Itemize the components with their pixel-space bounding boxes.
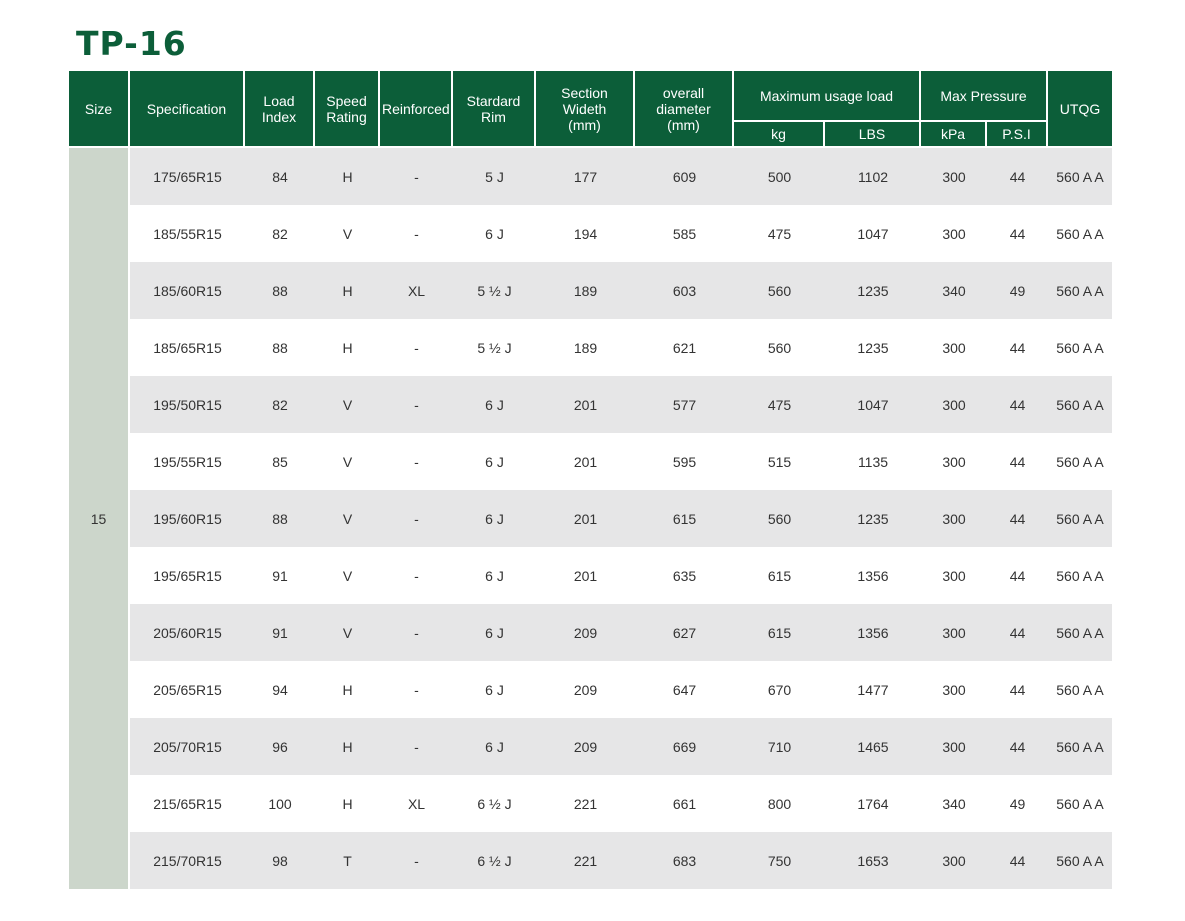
table-row [69,262,1112,319]
cell-specification: 215/70R15 [130,832,245,889]
cell-speed-rating: H [315,319,380,376]
table-row [69,832,1112,889]
cell-reinforced: - [380,205,453,262]
header-max-load-lbs: LBS [825,122,921,148]
cell-speed-rating: T [315,832,380,889]
cell-utqg: 560 A A [1048,205,1112,262]
table-body [69,148,1112,889]
cell-overall-diameter: 585 [635,205,734,262]
cell-speed-rating: V [315,433,380,490]
cell-utqg: 560 A A [1048,832,1112,889]
cell-standard-rim: 6 J [453,376,536,433]
cell-reinforced: - [380,718,453,775]
cell-max-pressure-psi: 49 [987,262,1048,319]
cell-max-load-kg: 560 [734,262,825,319]
header-section-width: Section Wideth (mm) [536,71,635,148]
cell-speed-rating: V [315,205,380,262]
table-row [69,490,1112,547]
table-row [69,604,1112,661]
header-max-load-kg: kg [734,122,825,148]
cell-max-pressure-psi: 44 [987,718,1048,775]
cell-speed-rating: V [315,604,380,661]
cell-max-load-kg: 800 [734,775,825,832]
cell-max-pressure-kpa: 300 [921,604,987,661]
table-row [69,547,1112,604]
cell-max-load-lbs: 1356 [825,604,921,661]
cell-section-width: 221 [536,775,635,832]
cell-speed-rating: H [315,661,380,718]
cell-overall-diameter: 621 [635,319,734,376]
header-max-pressure-kpa: kPa [921,122,987,148]
table-row [69,376,1112,433]
cell-overall-diameter: 627 [635,604,734,661]
cell-section-width: 189 [536,319,635,376]
cell-specification: 195/55R15 [130,433,245,490]
cell-max-pressure-kpa: 300 [921,661,987,718]
cell-utqg: 560 A A [1048,547,1112,604]
cell-max-load-lbs: 1135 [825,433,921,490]
cell-load-index: 98 [245,832,315,889]
header-max-pressure: Max Pressure [921,71,1048,122]
tire-spec-table [69,71,1112,889]
cell-utqg: 560 A A [1048,775,1112,832]
cell-reinforced: - [380,433,453,490]
cell-standard-rim: 6 ½ J [453,832,536,889]
header-speed-rating: Speed Rating [315,71,380,148]
cell-max-load-lbs: 1235 [825,490,921,547]
cell-load-index: 94 [245,661,315,718]
cell-section-width: 189 [536,262,635,319]
cell-utqg: 560 A A [1048,319,1112,376]
cell-standard-rim: 6 J [453,205,536,262]
cell-utqg: 560 A A [1048,490,1112,547]
cell-load-index: 82 [245,376,315,433]
cell-load-index: 96 [245,718,315,775]
cell-section-width: 209 [536,718,635,775]
cell-utqg: 560 A A [1048,148,1112,205]
header-specification: Specification [130,71,245,148]
cell-max-load-kg: 615 [734,604,825,661]
cell-reinforced: - [380,319,453,376]
cell-utqg: 560 A A [1048,718,1112,775]
cell-max-pressure-psi: 44 [987,490,1048,547]
cell-specification: 175/65R15 [130,148,245,205]
cell-reinforced: - [380,490,453,547]
cell-speed-rating: H [315,718,380,775]
table-row [69,433,1112,490]
cell-utqg: 560 A A [1048,376,1112,433]
header-utqg: UTQG [1048,71,1112,148]
cell-max-pressure-kpa: 300 [921,832,987,889]
cell-max-pressure-kpa: 340 [921,262,987,319]
cell-standard-rim: 6 J [453,661,536,718]
cell-standard-rim: 6 J [453,718,536,775]
cell-overall-diameter: 595 [635,433,734,490]
cell-reinforced: - [380,661,453,718]
cell-specification: 195/50R15 [130,376,245,433]
cell-max-pressure-psi: 44 [987,376,1048,433]
header-standard-rim: Stardard Rim [453,71,536,148]
header-max-load: Maximum usage load [734,71,921,122]
table-row [69,661,1112,718]
cell-max-pressure-psi: 44 [987,148,1048,205]
cell-overall-diameter: 683 [635,832,734,889]
cell-max-pressure-kpa: 340 [921,775,987,832]
cell-reinforced: XL [380,262,453,319]
cell-max-load-lbs: 1235 [825,262,921,319]
cell-specification: 185/65R15 [130,319,245,376]
cell-max-load-kg: 560 [734,319,825,376]
cell-overall-diameter: 669 [635,718,734,775]
cell-max-load-kg: 750 [734,832,825,889]
cell-reinforced: - [380,832,453,889]
cell-load-index: 88 [245,490,315,547]
cell-max-load-kg: 475 [734,205,825,262]
cell-reinforced: - [380,547,453,604]
cell-overall-diameter: 635 [635,547,734,604]
cell-max-load-lbs: 1102 [825,148,921,205]
cell-max-pressure-kpa: 300 [921,205,987,262]
cell-max-load-lbs: 1764 [825,775,921,832]
cell-max-pressure-kpa: 300 [921,490,987,547]
cell-max-load-kg: 615 [734,547,825,604]
cell-specification: 195/60R15 [130,490,245,547]
cell-utqg: 560 A A [1048,262,1112,319]
cell-max-pressure-kpa: 300 [921,433,987,490]
cell-standard-rim: 5 ½ J [453,319,536,376]
cell-overall-diameter: 647 [635,661,734,718]
cell-section-width: 209 [536,604,635,661]
cell-reinforced: XL [380,775,453,832]
cell-specification: 205/60R15 [130,604,245,661]
cell-section-width: 201 [536,547,635,604]
cell-load-index: 88 [245,319,315,376]
cell-overall-diameter: 615 [635,490,734,547]
cell-max-pressure-psi: 44 [987,319,1048,376]
cell-load-index: 91 [245,547,315,604]
table-row [69,319,1112,376]
cell-standard-rim: 5 J [453,148,536,205]
header-load-index: Load Index [245,71,315,148]
cell-max-pressure-psi: 44 [987,604,1048,661]
cell-standard-rim: 6 J [453,547,536,604]
cell-max-load-kg: 710 [734,718,825,775]
cell-overall-diameter: 577 [635,376,734,433]
cell-max-pressure-psi: 49 [987,775,1048,832]
header-max-pressure-psi: P.S.I [987,122,1048,148]
table-row [69,718,1112,775]
cell-speed-rating: V [315,376,380,433]
cell-section-width: 209 [536,661,635,718]
cell-load-index: 82 [245,205,315,262]
cell-size: 15 [69,148,130,889]
table-row [69,205,1112,262]
cell-specification: 205/65R15 [130,661,245,718]
cell-utqg: 560 A A [1048,604,1112,661]
cell-load-index: 88 [245,262,315,319]
cell-section-width: 201 [536,433,635,490]
cell-max-pressure-kpa: 300 [921,319,987,376]
cell-overall-diameter: 609 [635,148,734,205]
cell-max-load-kg: 670 [734,661,825,718]
cell-max-pressure-kpa: 300 [921,376,987,433]
cell-standard-rim: 6 J [453,604,536,661]
cell-max-load-kg: 560 [734,490,825,547]
table-row [69,148,1112,205]
cell-max-pressure-psi: 44 [987,661,1048,718]
cell-reinforced: - [380,148,453,205]
cell-section-width: 177 [536,148,635,205]
cell-specification: 195/65R15 [130,547,245,604]
cell-specification: 205/70R15 [130,718,245,775]
cell-max-load-kg: 515 [734,433,825,490]
cell-max-load-lbs: 1477 [825,661,921,718]
cell-utqg: 560 A A [1048,661,1112,718]
cell-section-width: 194 [536,205,635,262]
cell-standard-rim: 6 ½ J [453,775,536,832]
cell-speed-rating: H [315,262,380,319]
cell-specification: 215/65R15 [130,775,245,832]
cell-load-index: 85 [245,433,315,490]
cell-reinforced: - [380,376,453,433]
cell-max-load-lbs: 1047 [825,205,921,262]
cell-max-pressure-psi: 44 [987,433,1048,490]
cell-max-pressure-kpa: 300 [921,718,987,775]
cell-reinforced: - [380,604,453,661]
cell-max-pressure-psi: 44 [987,832,1048,889]
header-reinforced: Reinforced [380,71,453,148]
page-title: TP-16 [76,24,187,63]
cell-load-index: 91 [245,604,315,661]
cell-specification: 185/55R15 [130,205,245,262]
cell-load-index: 84 [245,148,315,205]
cell-section-width: 201 [536,490,635,547]
cell-max-pressure-psi: 44 [987,205,1048,262]
cell-max-load-lbs: 1465 [825,718,921,775]
cell-section-width: 201 [536,376,635,433]
header-overall-diameter: overall diameter (mm) [635,71,734,148]
cell-speed-rating: V [315,547,380,604]
cell-overall-diameter: 661 [635,775,734,832]
cell-max-load-lbs: 1653 [825,832,921,889]
table-row [69,775,1112,832]
header-size: Size [69,71,130,148]
cell-max-pressure-psi: 44 [987,547,1048,604]
cell-speed-rating: H [315,775,380,832]
cell-standard-rim: 6 J [453,490,536,547]
cell-max-load-kg: 475 [734,376,825,433]
cell-standard-rim: 5 ½ J [453,262,536,319]
cell-speed-rating: H [315,148,380,205]
cell-section-width: 221 [536,832,635,889]
cell-specification: 185/60R15 [130,262,245,319]
cell-utqg: 560 A A [1048,433,1112,490]
cell-max-load-kg: 500 [734,148,825,205]
cell-speed-rating: V [315,490,380,547]
cell-load-index: 100 [245,775,315,832]
cell-max-load-lbs: 1047 [825,376,921,433]
cell-max-load-lbs: 1235 [825,319,921,376]
cell-standard-rim: 6 J [453,433,536,490]
cell-overall-diameter: 603 [635,262,734,319]
cell-max-pressure-kpa: 300 [921,148,987,205]
cell-max-load-lbs: 1356 [825,547,921,604]
cell-max-pressure-kpa: 300 [921,547,987,604]
